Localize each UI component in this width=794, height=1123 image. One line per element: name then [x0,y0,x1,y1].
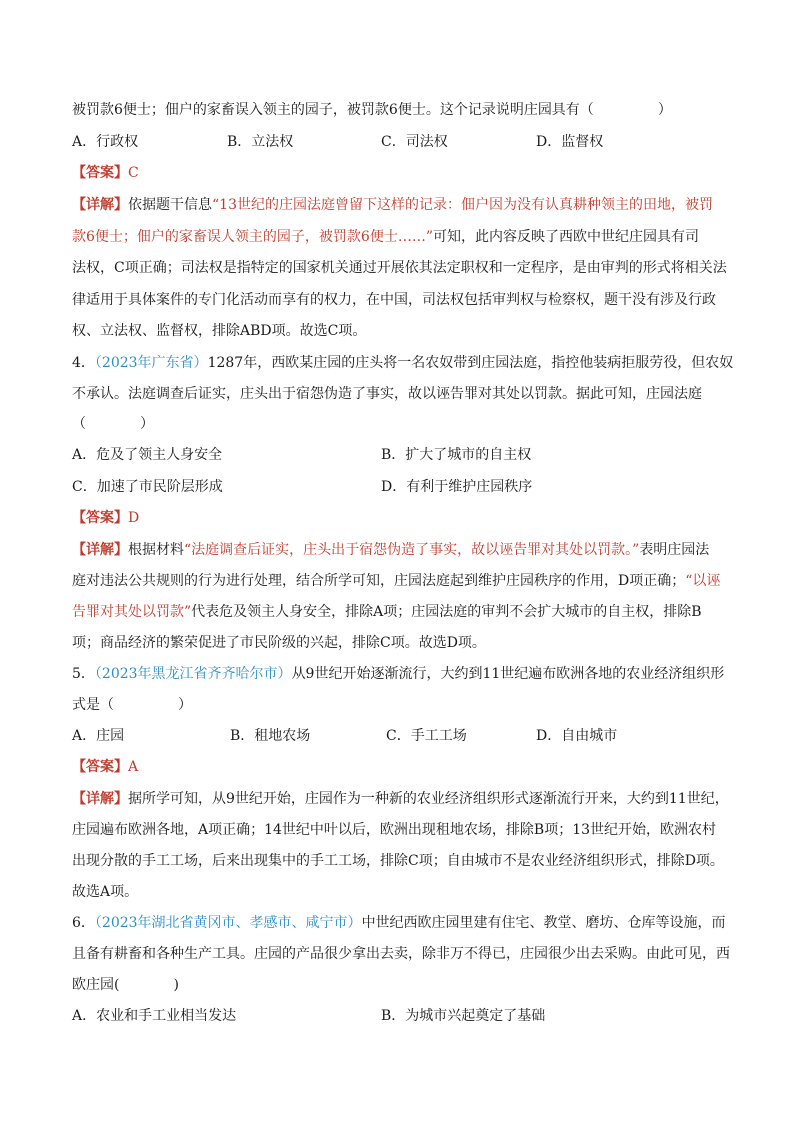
q4-option-c: C．加速了市民阶层形成 [72,479,223,495]
q5-option-c: C．手工工场 [386,728,467,744]
q3-option-c: C．司法权 [381,134,448,150]
q5-source: （2023年黑龙江省齐齐哈尔市） [94,666,292,682]
q4-stem-line-1: 4．（2023年广东省）1287年，西欧某庄园的庄头将一名农奴带到庄园法庭，指控他装病拒服劳役，但农奴 [72,355,734,371]
q4-detail-line-1: 【详解】根据材料“法庭调查后证实，庄头出于宿怨伪造了事实，故以诬告罪对其处以罚款。”表明庄园法 [72,542,710,558]
q5-detail-line-1: 【详解】据所学可知，从9世纪开始，庄园作为一种新的农业经济组织形式逐渐流行开来，大约到11世纪， [72,791,729,807]
q5-option-a: A．庄园 [72,728,125,744]
q6-option-a: A．农业和手工业相当发达 [72,1008,237,1024]
q4-option-b: B．扩大了城市的自主权 [381,447,532,463]
q5-detail-line-4: 故选A项。 [72,884,139,900]
q5-option-b: B．租地农场 [230,728,311,744]
q3-option-a: A．行政权 [72,134,139,150]
q3-detail-line-5: 权、立法权、监督权，排除ABD项。故选C项。 [72,323,367,339]
q3-answer: 【答案】C [72,165,139,181]
q5-answer: 【答案】A [72,759,139,775]
q4-detail-line-2: 庭对违法公共规则的行为进行处理，结合所学可知，庄园法庭起到维护庄园秩序的作用，D项正确；“以诬 [72,573,721,589]
q5-option-d: D．自由城市 [536,728,618,744]
q4-option-d: D．有利于维护庄园秩序 [381,479,533,495]
q5-detail-line-2: 庄园遍布欧洲各地，A项正确；14世纪中叶以后，欧洲出现租地农场，排除B项；13世纪开始，欧洲农村 [72,822,717,838]
q3-detail-line-1: 【详解】依据题干信息“13世纪的庄园法庭曾留下这样的记录：佃户因为没有认真耕种领主的田地，被罚 [72,197,713,213]
q6-option-b: B．为城市兴起奠定了基础 [381,1008,546,1024]
q4-detail-line-4: 项；商品经济的繁荣促进了市民阶级的兴起，排除C项。故选D项。 [72,635,486,651]
q4-source: （2023年广东省） [94,355,208,371]
q4-detail-line-3: 告罪对其处以罚款”代表危及领主人身安全，排除A项；庄园法庭的审判不会扩大城市的自主权，排除B [72,604,702,620]
q4-option-a: A．危及了领主人身安全 [72,447,223,463]
q5-detail-line-3: 出现分散的手工工场，后来出现集中的手工工场，排除C项；自由城市不是农业经济组织形式，排除D项。 [72,853,724,869]
q4-answer: 【答案】D [72,510,140,526]
q3-detail-line-4: 律适用于具体案件的专门化活动而享有的权力，在中国，司法权包括审判权与检察权，题干没有涉及行政 [72,292,716,308]
q3-option-b: B．立法权 [227,134,294,150]
q3-option-d: D．监督权 [536,134,604,150]
q6-stem-line-2: 且备有耕畜和各种生产工具。庄园的产品很少拿出去卖，除非万不得已，庄园很少出去采购。由此可见，西 [72,946,730,962]
q6-source: （2023年湖北省黄冈市、孝感市、咸宁市） [94,915,362,931]
q6-stem-line-1: 6．（2023年湖北省黄冈市、孝感市、咸宁市）中世纪西欧庄园里建有住宅、教堂、磨坊、仓库等设施，而 [72,915,726,931]
q5-stem-line-1: 5．（2023年黑龙江省齐齐哈尔市）从9世纪开始逐渐流行，大约到11世纪遍布欧洲各地的农业经济组织形 [72,666,725,682]
q3-detail-line-3: 法权，C项正确；司法权是指特定的国家机关通过开展依其法定职权和一定程序，是由审判的形式将相关法 [72,260,727,276]
q4-stem-paren: （ ） [72,416,154,432]
q5-stem-line-2: 式是（ ） [72,697,192,713]
q3-detail-line-2: 款6便士；佃户的家畜误人领主的园子，被罚款6便士……”可知，此内容反映了西欧中世纪庄园具有司 [72,229,699,245]
q4-stem-line-2: 不承认。法庭调查后证实，庄头出于宿怨伪造了事实，故以诬告罪对其处以罚款。据此可知，庄园法庭 [72,386,702,402]
q3-stem: 被罚款6便士；佃户的家畜误入领主的园子，被罚款6便士。这个记录说明庄园具有（ ） [72,102,672,118]
q6-stem-line-3: 欧庄园( ) [72,977,179,993]
